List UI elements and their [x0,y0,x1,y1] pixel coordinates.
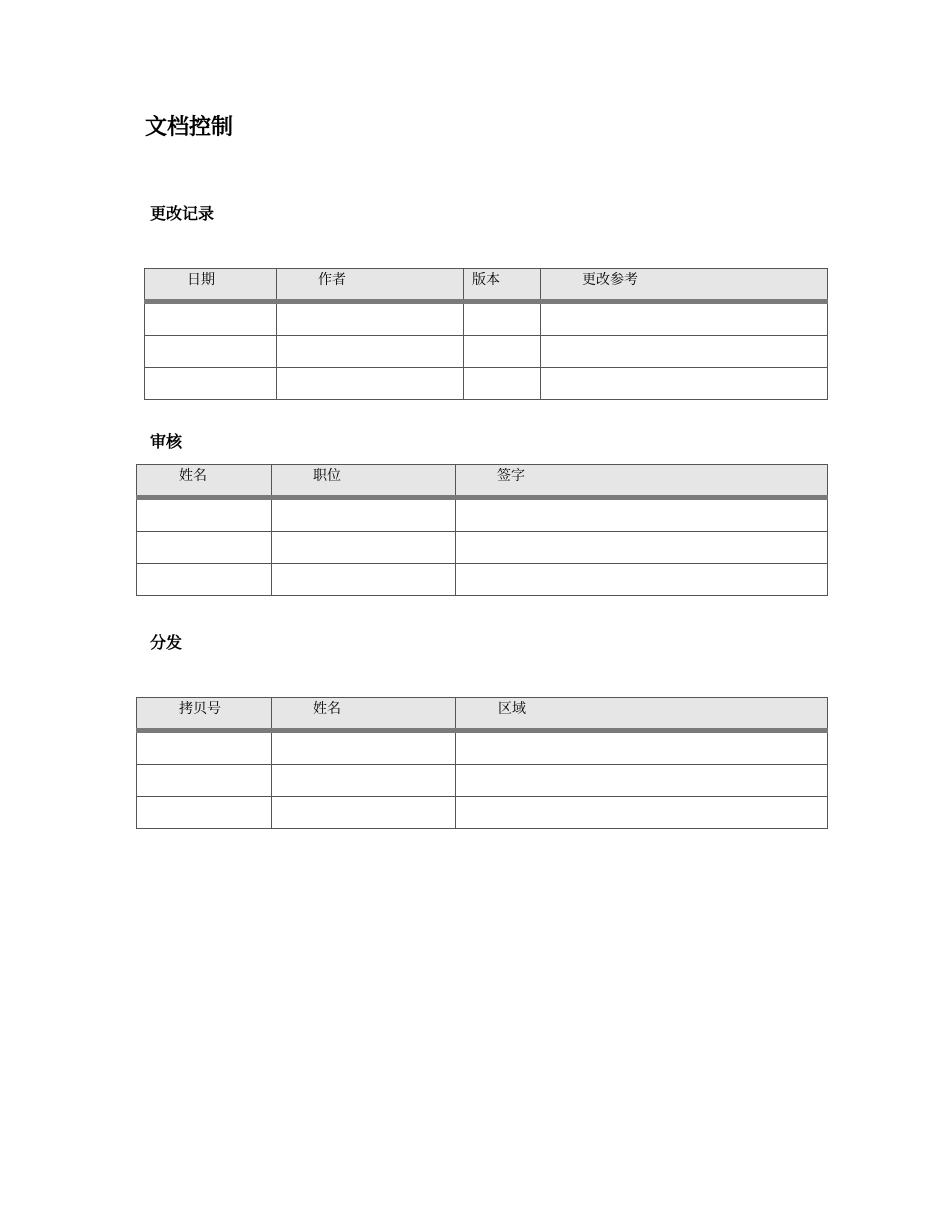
table-cell[interactable] [541,336,828,368]
table-cell[interactable] [277,368,464,400]
document-title: 文档控制 [145,115,234,140]
table-row [137,532,828,564]
table-cell[interactable] [137,498,272,532]
column-header-area: 区域 [456,698,828,731]
table-cell[interactable] [456,498,828,532]
table-cell[interactable] [456,765,828,797]
table-row [137,765,828,797]
table-cell[interactable] [137,797,272,829]
table-row [137,797,828,829]
table-cell[interactable] [272,765,456,797]
table-cell[interactable] [456,731,828,765]
table-cell[interactable] [145,302,277,336]
column-header-position: 职位 [272,465,456,498]
change-log-table [144,268,828,400]
table-header-row [137,698,828,731]
table-header-row [145,269,828,302]
table-row [145,336,828,368]
column-header-version: 版本 [464,269,541,302]
table-cell[interactable] [272,498,456,532]
table-cell[interactable] [137,765,272,797]
table-cell[interactable] [272,731,456,765]
table-cell[interactable] [137,731,272,765]
table-cell[interactable] [541,368,828,400]
table-row [145,302,828,336]
table-cell[interactable] [456,797,828,829]
table-header-row [137,465,828,498]
table-row [137,564,828,596]
table-cell[interactable] [277,302,464,336]
table-row [137,498,828,532]
table-cell[interactable] [145,368,277,400]
column-header-date: 日期 [145,269,277,302]
table-cell[interactable] [456,564,828,596]
column-header-copy-number: 拷贝号 [137,698,272,731]
table-cell[interactable] [137,564,272,596]
table-cell[interactable] [277,336,464,368]
column-header-signature: 签字 [456,465,828,498]
table-cell[interactable] [464,368,541,400]
column-header-change-reference: 更改参考 [541,269,828,302]
table-cell[interactable] [272,797,456,829]
column-header-author: 作者 [277,269,464,302]
table-row [137,731,828,765]
section-heading-distribution: 分发 [150,633,183,652]
section-heading-change-log: 更改记录 [150,204,215,223]
table-cell[interactable] [137,532,272,564]
table-cell[interactable] [272,532,456,564]
column-header-name: 姓名 [137,465,272,498]
table-row [145,368,828,400]
table-cell[interactable] [541,302,828,336]
table-cell[interactable] [464,336,541,368]
table-cell[interactable] [464,302,541,336]
table-cell[interactable] [456,532,828,564]
review-table [136,464,828,596]
table-cell[interactable] [145,336,277,368]
distribution-table [136,697,828,829]
column-header-name: 姓名 [272,698,456,731]
table-cell[interactable] [272,564,456,596]
section-heading-review: 审核 [150,432,183,451]
